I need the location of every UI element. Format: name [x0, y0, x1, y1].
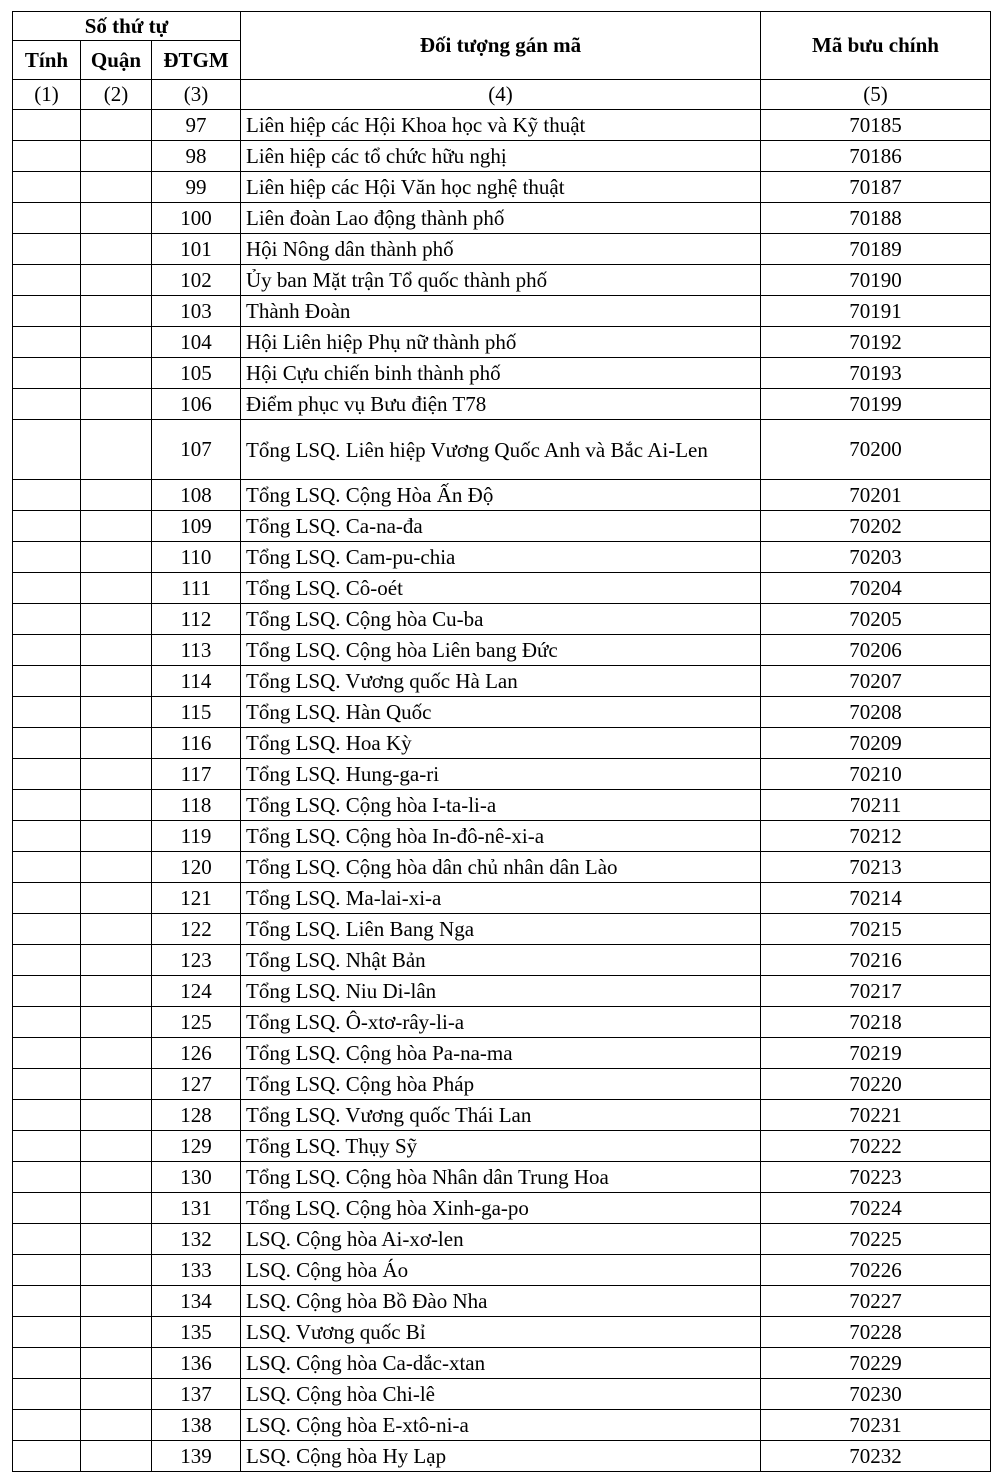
province-cell — [13, 358, 81, 389]
dtgm-number-cell: 121 — [152, 883, 241, 914]
postal-code-cell: 70230 — [761, 1379, 991, 1410]
table-row — [13, 852, 991, 883]
postal-code-cell: 70192 — [761, 327, 991, 358]
object-name-cell: Tổng LSQ. Vương quốc Thái Lan — [241, 1100, 761, 1131]
postal-code-cell: 70207 — [761, 666, 991, 697]
dtgm-number-cell: 135 — [152, 1317, 241, 1348]
postal-code-cell: 70211 — [761, 790, 991, 821]
object-name-cell: Tổng LSQ. Vương quốc Hà Lan — [241, 666, 761, 697]
postal-code-cell: 70210 — [761, 759, 991, 790]
postal-code-cell: 70209 — [761, 728, 991, 759]
object-name-cell: Liên đoàn Lao động thành phố — [241, 203, 761, 234]
table-row — [13, 1162, 991, 1193]
dtgm-number-cell: 104 — [152, 327, 241, 358]
table-row — [13, 327, 991, 358]
district-cell — [81, 265, 152, 296]
postal-code-cell: 70213 — [761, 852, 991, 883]
table-row — [13, 141, 991, 172]
province-cell — [13, 666, 81, 697]
table-row — [13, 976, 991, 1007]
dtgm-number-cell: 106 — [152, 389, 241, 420]
object-name-cell: Điểm phục vụ Bưu điện T78 — [241, 389, 761, 420]
table-row — [13, 1224, 991, 1255]
postal-code-cell: 70215 — [761, 914, 991, 945]
object-name-cell: LSQ. Cộng hòa Bồ Đào Nha — [241, 1286, 761, 1317]
dtgm-number-cell: 127 — [152, 1069, 241, 1100]
order-number-group-header: Số thứ tự — [13, 12, 241, 41]
object-name-cell: Tổng LSQ. Cộng hòa In-đô-nê-xi-a — [241, 821, 761, 852]
dtgm-column-header: ĐTGM — [152, 41, 241, 80]
object-name-cell: Hội Nông dân thành phố — [241, 234, 761, 265]
object-name-cell: Tổng LSQ. Cộng hòa I-ta-li-a — [241, 790, 761, 821]
object-name-cell: Hội Cựu chiến binh thành phố — [241, 358, 761, 389]
postal-code-cell: 70229 — [761, 1348, 991, 1379]
district-cell — [81, 1069, 152, 1100]
district-cell — [81, 141, 152, 172]
postal-code-cell: 70206 — [761, 635, 991, 666]
object-name-cell: Tổng LSQ. Niu Di-lân — [241, 976, 761, 1007]
postal-code-cell: 70223 — [761, 1162, 991, 1193]
district-cell — [81, 172, 152, 203]
postal-code-column-header: Mã bưu chính — [761, 12, 991, 80]
dtgm-number-cell: 130 — [152, 1162, 241, 1193]
object-name-cell: Hội Liên hiệp Phụ nữ thành phố — [241, 327, 761, 358]
table-row — [13, 697, 991, 728]
table-row — [13, 511, 991, 542]
table-row — [13, 234, 991, 265]
district-cell — [81, 852, 152, 883]
table-row — [13, 883, 991, 914]
table-row — [13, 1348, 991, 1379]
object-name-cell: Liên hiệp các Hội Văn học nghệ thuật — [241, 172, 761, 203]
district-cell — [81, 1286, 152, 1317]
district-cell — [81, 759, 152, 790]
district-cell — [81, 728, 152, 759]
province-cell — [13, 573, 81, 604]
district-cell — [81, 1379, 152, 1410]
dtgm-number-cell: 100 — [152, 203, 241, 234]
object-name-cell: LSQ. Vương quốc Bỉ — [241, 1317, 761, 1348]
dtgm-number-cell: 116 — [152, 728, 241, 759]
object-name-cell: LSQ. Cộng hòa Chi-lê — [241, 1379, 761, 1410]
table-row — [13, 172, 991, 203]
province-cell — [13, 976, 81, 1007]
province-cell — [13, 914, 81, 945]
table-row — [13, 1379, 991, 1410]
table-row — [13, 296, 991, 327]
object-name-cell: Tổng LSQ. Cam-pu-chia — [241, 542, 761, 573]
postal-code-cell: 70218 — [761, 1007, 991, 1038]
district-column-header: Quận — [81, 41, 152, 80]
table-row — [13, 666, 991, 697]
district-cell — [81, 1441, 152, 1472]
province-cell — [13, 821, 81, 852]
district-cell — [81, 945, 152, 976]
table-row — [13, 1441, 991, 1472]
dtgm-number-cell: 109 — [152, 511, 241, 542]
district-cell — [81, 542, 152, 573]
table-row — [13, 635, 991, 666]
province-cell — [13, 883, 81, 914]
district-cell — [81, 573, 152, 604]
province-cell — [13, 1348, 81, 1379]
object-name-cell: Tổng LSQ. Hung-ga-ri — [241, 759, 761, 790]
postal-code-cell: 70187 — [761, 172, 991, 203]
object-name-cell: LSQ. Cộng hòa Ca-dắc-xtan — [241, 1348, 761, 1379]
district-cell — [81, 976, 152, 1007]
postal-code-cell: 70191 — [761, 296, 991, 327]
table-row — [13, 542, 991, 573]
dtgm-number-cell: 105 — [152, 358, 241, 389]
district-cell — [81, 1255, 152, 1286]
object-name-cell: LSQ. Cộng hòa Ai-xơ-len — [241, 1224, 761, 1255]
province-cell — [13, 945, 81, 976]
dtgm-number-cell: 137 — [152, 1379, 241, 1410]
district-cell — [81, 1007, 152, 1038]
column-index: (2) — [81, 80, 152, 110]
object-name-cell: Tổng LSQ. Ô-xtơ-rây-li-a — [241, 1007, 761, 1038]
province-cell — [13, 1100, 81, 1131]
district-cell — [81, 1410, 152, 1441]
postal-code-table — [12, 11, 991, 1472]
district-cell — [81, 914, 152, 945]
province-cell — [13, 1038, 81, 1069]
province-cell — [13, 203, 81, 234]
province-cell — [13, 1162, 81, 1193]
dtgm-number-cell: 124 — [152, 976, 241, 1007]
object-name-cell: Tổng LSQ. Cộng hòa Pháp — [241, 1069, 761, 1100]
object-name-cell: Tổng LSQ. Liên Bang Nga — [241, 914, 761, 945]
object-name-cell: Tổng LSQ. Cộng hòa Liên bang Đức — [241, 635, 761, 666]
postal-code-cell: 70222 — [761, 1131, 991, 1162]
province-cell — [13, 728, 81, 759]
table-row — [13, 203, 991, 234]
dtgm-number-cell: 111 — [152, 573, 241, 604]
column-index: (3) — [152, 80, 241, 110]
object-name-cell: Tổng LSQ. Nhật Bản — [241, 945, 761, 976]
province-cell — [13, 759, 81, 790]
district-cell — [81, 480, 152, 511]
district-cell — [81, 1348, 152, 1379]
dtgm-number-cell: 128 — [152, 1100, 241, 1131]
object-name-cell: Tổng LSQ. Liên hiệp Vương Quốc Anh và Bắc Ai-Len — [241, 420, 761, 480]
dtgm-number-cell: 131 — [152, 1193, 241, 1224]
district-cell — [81, 821, 152, 852]
object-name-cell: Tổng LSQ. Ma-lai-xi-a — [241, 883, 761, 914]
district-cell — [81, 883, 152, 914]
dtgm-number-cell: 102 — [152, 265, 241, 296]
province-cell — [13, 1317, 81, 1348]
province-cell — [13, 1069, 81, 1100]
postal-code-cell: 70220 — [761, 1069, 991, 1100]
table-row — [13, 821, 991, 852]
postal-code-cell: 70217 — [761, 976, 991, 1007]
postal-code-cell: 70232 — [761, 1441, 991, 1472]
district-cell — [81, 1131, 152, 1162]
postal-code-cell: 70188 — [761, 203, 991, 234]
dtgm-number-cell: 123 — [152, 945, 241, 976]
object-name-cell: Ủy ban Mặt trận Tổ quốc thành phố — [241, 265, 761, 296]
province-column-header: Tính — [13, 41, 81, 80]
province-cell — [13, 141, 81, 172]
district-cell — [81, 697, 152, 728]
postal-code-cell: 70199 — [761, 389, 991, 420]
column-index: (4) — [241, 80, 761, 110]
dtgm-number-cell: 138 — [152, 1410, 241, 1441]
province-cell — [13, 1255, 81, 1286]
object-name-cell: Tổng LSQ. Ca-na-đa — [241, 511, 761, 542]
district-cell — [81, 635, 152, 666]
district-cell — [81, 234, 152, 265]
postal-code-cell: 70202 — [761, 511, 991, 542]
postal-code-cell: 70193 — [761, 358, 991, 389]
dtgm-number-cell: 139 — [152, 1441, 241, 1472]
province-cell — [13, 790, 81, 821]
table-row — [13, 1255, 991, 1286]
province-cell — [13, 604, 81, 635]
table-row — [13, 728, 991, 759]
district-cell — [81, 203, 152, 234]
province-cell — [13, 697, 81, 728]
object-name-cell: Thành Đoàn — [241, 296, 761, 327]
dtgm-number-cell: 125 — [152, 1007, 241, 1038]
table-header — [13, 12, 991, 110]
object-name-cell: Tổng LSQ. Cộng Hòa Ấn Độ — [241, 480, 761, 511]
object-name-cell: Tổng LSQ. Hoa Kỳ — [241, 728, 761, 759]
province-cell — [13, 1007, 81, 1038]
dtgm-number-cell: 101 — [152, 234, 241, 265]
district-cell — [81, 604, 152, 635]
district-cell — [81, 1193, 152, 1224]
dtgm-number-cell: 108 — [152, 480, 241, 511]
district-cell — [81, 389, 152, 420]
table-row — [13, 604, 991, 635]
object-name-cell: Tổng LSQ. Cộng hòa Nhân dân Trung Hoa — [241, 1162, 761, 1193]
object-name-cell: Liên hiệp các Hội Khoa học và Kỹ thuật — [241, 110, 761, 141]
table-row — [13, 265, 991, 296]
dtgm-number-cell: 114 — [152, 666, 241, 697]
object-column-header: Đối tượng gán mã — [241, 12, 761, 80]
district-cell — [81, 511, 152, 542]
province-cell — [13, 110, 81, 141]
postal-code-cell: 70205 — [761, 604, 991, 635]
postal-code-cell: 70216 — [761, 945, 991, 976]
province-cell — [13, 1131, 81, 1162]
district-cell — [81, 358, 152, 389]
dtgm-number-cell: 118 — [152, 790, 241, 821]
table-row — [13, 1038, 991, 1069]
dtgm-number-cell: 98 — [152, 141, 241, 172]
object-name-cell: Tổng LSQ. Cộng hòa Cu-ba — [241, 604, 761, 635]
postal-code-cell: 70186 — [761, 141, 991, 172]
table-row — [13, 1131, 991, 1162]
district-cell — [81, 1100, 152, 1131]
postal-code-cell: 70204 — [761, 573, 991, 604]
table-row — [13, 1007, 991, 1038]
dtgm-number-cell: 134 — [152, 1286, 241, 1317]
district-cell — [81, 420, 152, 480]
province-cell — [13, 1379, 81, 1410]
dtgm-number-cell: 122 — [152, 914, 241, 945]
object-name-cell: Tổng LSQ. Cô-oét — [241, 573, 761, 604]
object-name-cell: LSQ. Cộng hòa Hy Lạp — [241, 1441, 761, 1472]
dtgm-number-cell: 99 — [152, 172, 241, 203]
table-body — [13, 110, 991, 1472]
province-cell — [13, 511, 81, 542]
postal-code-cell: 70214 — [761, 883, 991, 914]
province-cell — [13, 480, 81, 511]
table-row — [13, 1100, 991, 1131]
province-cell — [13, 172, 81, 203]
postal-code-cell: 70201 — [761, 480, 991, 511]
postal-code-cell: 70225 — [761, 1224, 991, 1255]
dtgm-number-cell: 119 — [152, 821, 241, 852]
object-name-cell: Liên hiệp các tổ chức hữu nghị — [241, 141, 761, 172]
district-cell — [81, 1224, 152, 1255]
dtgm-number-cell: 110 — [152, 542, 241, 573]
table-row — [13, 1410, 991, 1441]
postal-code-cell: 70231 — [761, 1410, 991, 1441]
dtgm-number-cell: 103 — [152, 296, 241, 327]
table-row — [13, 110, 991, 141]
postal-code-cell: 70208 — [761, 697, 991, 728]
district-cell — [81, 327, 152, 358]
table-row — [13, 1317, 991, 1348]
object-name-cell: Tổng LSQ. Cộng hòa Pa-na-ma — [241, 1038, 761, 1069]
postal-code-cell: 70189 — [761, 234, 991, 265]
table-row — [13, 480, 991, 511]
dtgm-number-cell: 112 — [152, 604, 241, 635]
province-cell — [13, 389, 81, 420]
table-row — [13, 1193, 991, 1224]
province-cell — [13, 327, 81, 358]
table-row — [13, 914, 991, 945]
province-cell — [13, 1224, 81, 1255]
dtgm-number-cell: 126 — [152, 1038, 241, 1069]
province-cell — [13, 852, 81, 883]
dtgm-number-cell: 113 — [152, 635, 241, 666]
district-cell — [81, 1162, 152, 1193]
postal-code-document — [12, 11, 991, 1472]
column-index: (5) — [761, 80, 991, 110]
table-row — [13, 1069, 991, 1100]
object-name-cell: Tổng LSQ. Cộng hòa Xinh-ga-po — [241, 1193, 761, 1224]
province-cell — [13, 296, 81, 327]
dtgm-number-cell: 115 — [152, 697, 241, 728]
district-cell — [81, 1038, 152, 1069]
province-cell — [13, 1441, 81, 1472]
district-cell — [81, 296, 152, 327]
dtgm-number-cell: 107 — [152, 420, 241, 480]
dtgm-number-cell: 132 — [152, 1224, 241, 1255]
table-row — [13, 420, 991, 480]
column-index: (1) — [13, 80, 81, 110]
table-row — [13, 1286, 991, 1317]
district-cell — [81, 110, 152, 141]
postal-code-cell: 70226 — [761, 1255, 991, 1286]
province-cell — [13, 1193, 81, 1224]
table-row — [13, 945, 991, 976]
postal-code-cell: 70228 — [761, 1317, 991, 1348]
table-row — [13, 573, 991, 604]
postal-code-cell: 70212 — [761, 821, 991, 852]
dtgm-number-cell: 120 — [152, 852, 241, 883]
postal-code-cell: 70190 — [761, 265, 991, 296]
table-row — [13, 759, 991, 790]
province-cell — [13, 542, 81, 573]
province-cell — [13, 234, 81, 265]
table-row — [13, 790, 991, 821]
postal-code-cell: 70200 — [761, 420, 991, 480]
dtgm-number-cell: 129 — [152, 1131, 241, 1162]
dtgm-number-cell: 136 — [152, 1348, 241, 1379]
dtgm-number-cell: 133 — [152, 1255, 241, 1286]
postal-code-cell: 70185 — [761, 110, 991, 141]
table-row — [13, 389, 991, 420]
province-cell — [13, 1286, 81, 1317]
object-name-cell: Tổng LSQ. Cộng hòa dân chủ nhân dân Lào — [241, 852, 761, 883]
table-row — [13, 358, 991, 389]
province-cell — [13, 1410, 81, 1441]
object-name-cell: LSQ. Cộng hòa Áo — [241, 1255, 761, 1286]
postal-code-cell: 70219 — [761, 1038, 991, 1069]
district-cell — [81, 666, 152, 697]
object-name-cell: LSQ. Cộng hòa E-xtô-ni-a — [241, 1410, 761, 1441]
postal-code-cell: 70221 — [761, 1100, 991, 1131]
province-cell — [13, 265, 81, 296]
object-name-cell: Tổng LSQ. Thụy Sỹ — [241, 1131, 761, 1162]
object-name-cell: Tổng LSQ. Hàn Quốc — [241, 697, 761, 728]
province-cell — [13, 420, 81, 480]
province-cell — [13, 635, 81, 666]
postal-code-cell: 70227 — [761, 1286, 991, 1317]
postal-code-cell: 70224 — [761, 1193, 991, 1224]
dtgm-number-cell: 117 — [152, 759, 241, 790]
district-cell — [81, 1317, 152, 1348]
postal-code-cell: 70203 — [761, 542, 991, 573]
dtgm-number-cell: 97 — [152, 110, 241, 141]
district-cell — [81, 790, 152, 821]
